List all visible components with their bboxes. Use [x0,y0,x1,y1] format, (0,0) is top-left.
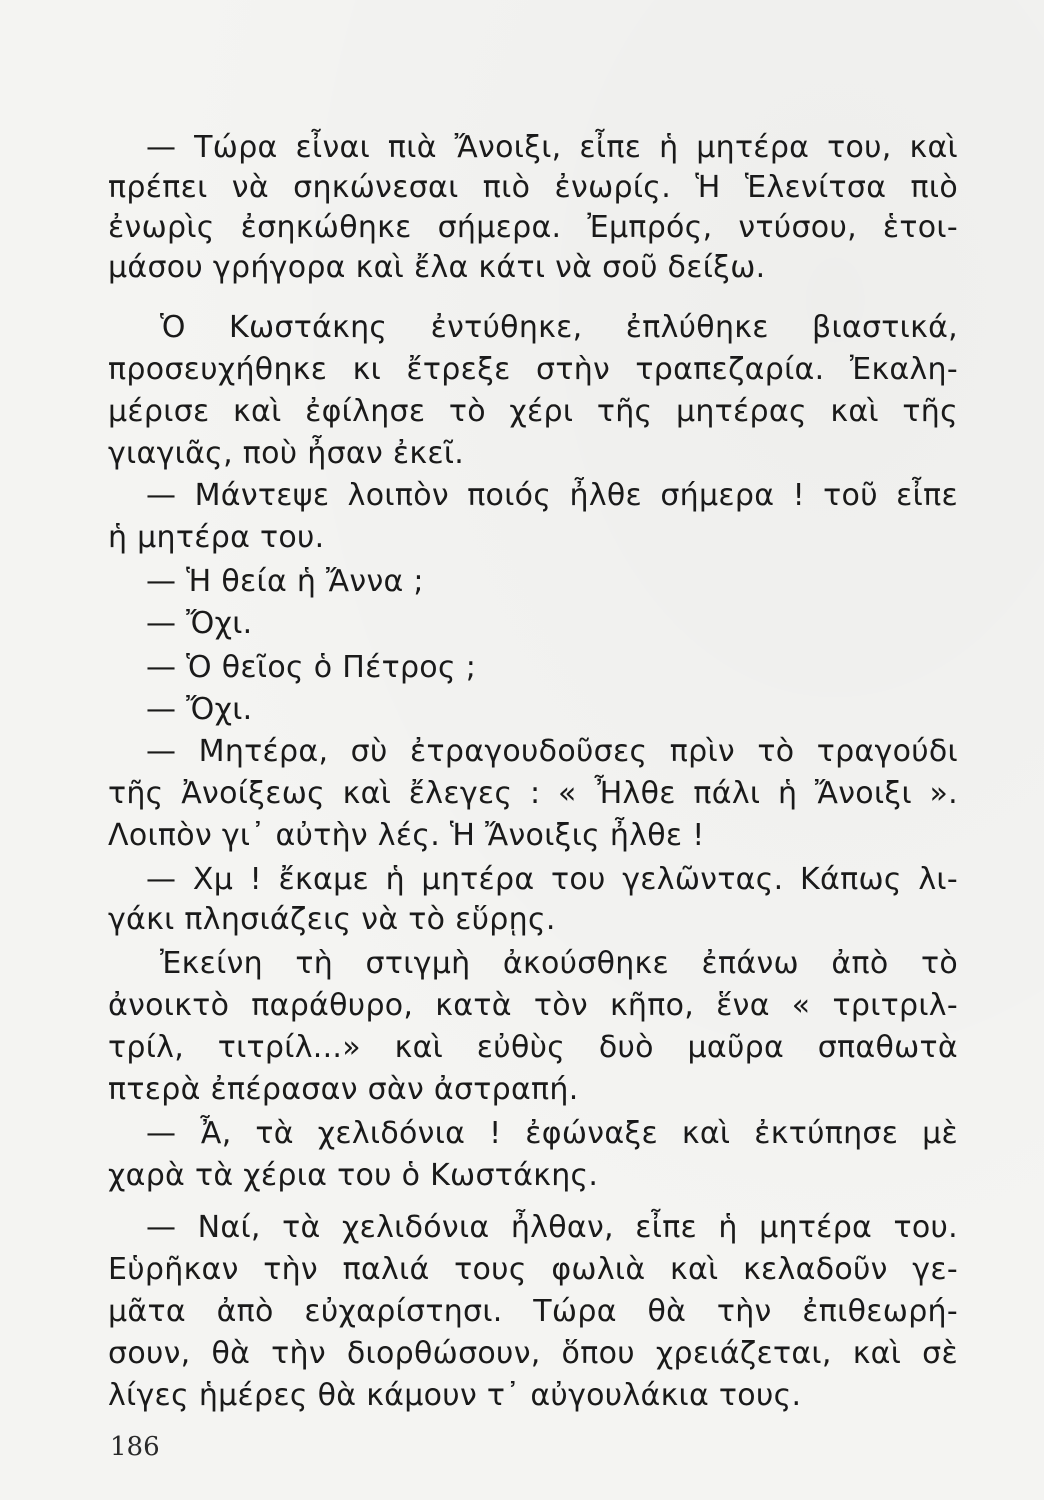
text-line: τῆς Ἀνοίξεως καὶ ἔλεγες : « Ἦλθε πάλι ἡ Ἄνοιξι ». [108,776,958,811]
text-line: μᾶτα ἀπὸ εὐχαρίστησι. Τώρα θὰ τὴν ἐπιθεωρή- [108,1294,958,1329]
text-line: — Τώρα εἶναι πιὰ Ἄνοιξι, εἶπε ἡ μητέρα του, καὶ [146,130,958,165]
text-line: Ἐκείνη τὴ στιγμὴ ἀκούσθηκε ἐπάνω ἀπὸ τὸ [160,946,958,981]
text-line: — Μάντεψε λοιπὸν ποιός ἦλθε σήμερα ! τοῦ εἶπε [146,478,958,513]
text-line: — Ὁ θεῖος ὁ Πέτρος ; [146,650,477,685]
text-line: — Ὄχι. [146,692,253,727]
text-line: λίγες ἡμέρες θὰ κάμουν τ᾿ αὐγουλάκια τους. [108,1378,802,1413]
text-line: μάσου γρήγορα καὶ ἔλα κάτι νὰ σοῦ δείξω. [108,250,766,285]
text-line: πρέπει νὰ σηκώνεσαι πιὸ ἐνωρίς. Ἡ Ἑλενίτσα πιὸ [108,170,958,205]
page-number: 186 [110,1432,160,1462]
text-line: πτερὰ ἐπέρασαν σὰν ἀστραπή. [108,1072,579,1107]
text-line: — Ἆ, τὰ χελιδόνια ! ἐφώναξε καὶ ἐκτύπησε μὲ [146,1116,958,1151]
text-line: γιαγιᾶς, ποὺ ἦσαν ἐκεῖ. [108,436,465,471]
text-line: χαρὰ τὰ χέρια του ὁ Κωστάκης. [108,1158,599,1193]
text-line: — Ναί, τὰ χελιδόνια ἦλθαν, εἶπε ἡ μητέρα του. [146,1210,958,1245]
text-line: Ὁ Κωστάκης ἐντύθηκε, ἐπλύθηκε βιαστικά, [160,310,958,345]
text-line: μέρισε καὶ ἐφίλησε τὸ χέρι τῆς μητέρας καὶ τῆς [108,394,958,429]
text-line: προσευχήθηκε κι ἔτρεξε στὴν τραπεζαρία. Ἐκαλη- [108,352,958,387]
text-line: — Ὄχι. [146,606,253,641]
text-line: σουν, θὰ τὴν διορθώσουν, ὅπου χρειάζεται, καὶ σὲ [108,1336,958,1371]
text-line: ἡ μητέρα του. [108,520,325,555]
text-line: ἀνοικτὸ παράθυρο, κατὰ τὸν κῆπο, ἕνα « τριτριλ- [108,988,958,1023]
text-line: τρίλ, τιτρίλ...» καὶ εὐθὺς δυὸ μαῦρα σπαθωτὰ [108,1030,958,1065]
text-line: Εὑρῆκαν τὴν παλιά τους φωλιὰ καὶ κελαδοῦν γε- [108,1252,958,1287]
text-line: ἐνωρὶς ἐσηκώθηκε σήμερα. Ἐμπρός, ντύσου, ἑτοι- [108,210,958,245]
text-line: — Μητέρα, σὺ ἐτραγουδοῦσες πρὶν τὸ τραγούδι [146,734,958,769]
text-line: γάκι πλησιάζεις νὰ τὸ εὕρῃς. [108,902,556,937]
text-line: — Ἡ θεία ἡ Ἄννα ; [146,564,424,599]
text-line: Λοιπὸν γι᾿ αὐτὴν λές. Ἡ Ἄνοιξις ἦλθε ! [108,818,705,853]
text-line: — Χμ ! ἔκαμε ἡ μητέρα του γελῶντας. Κάπως λι- [146,862,958,897]
